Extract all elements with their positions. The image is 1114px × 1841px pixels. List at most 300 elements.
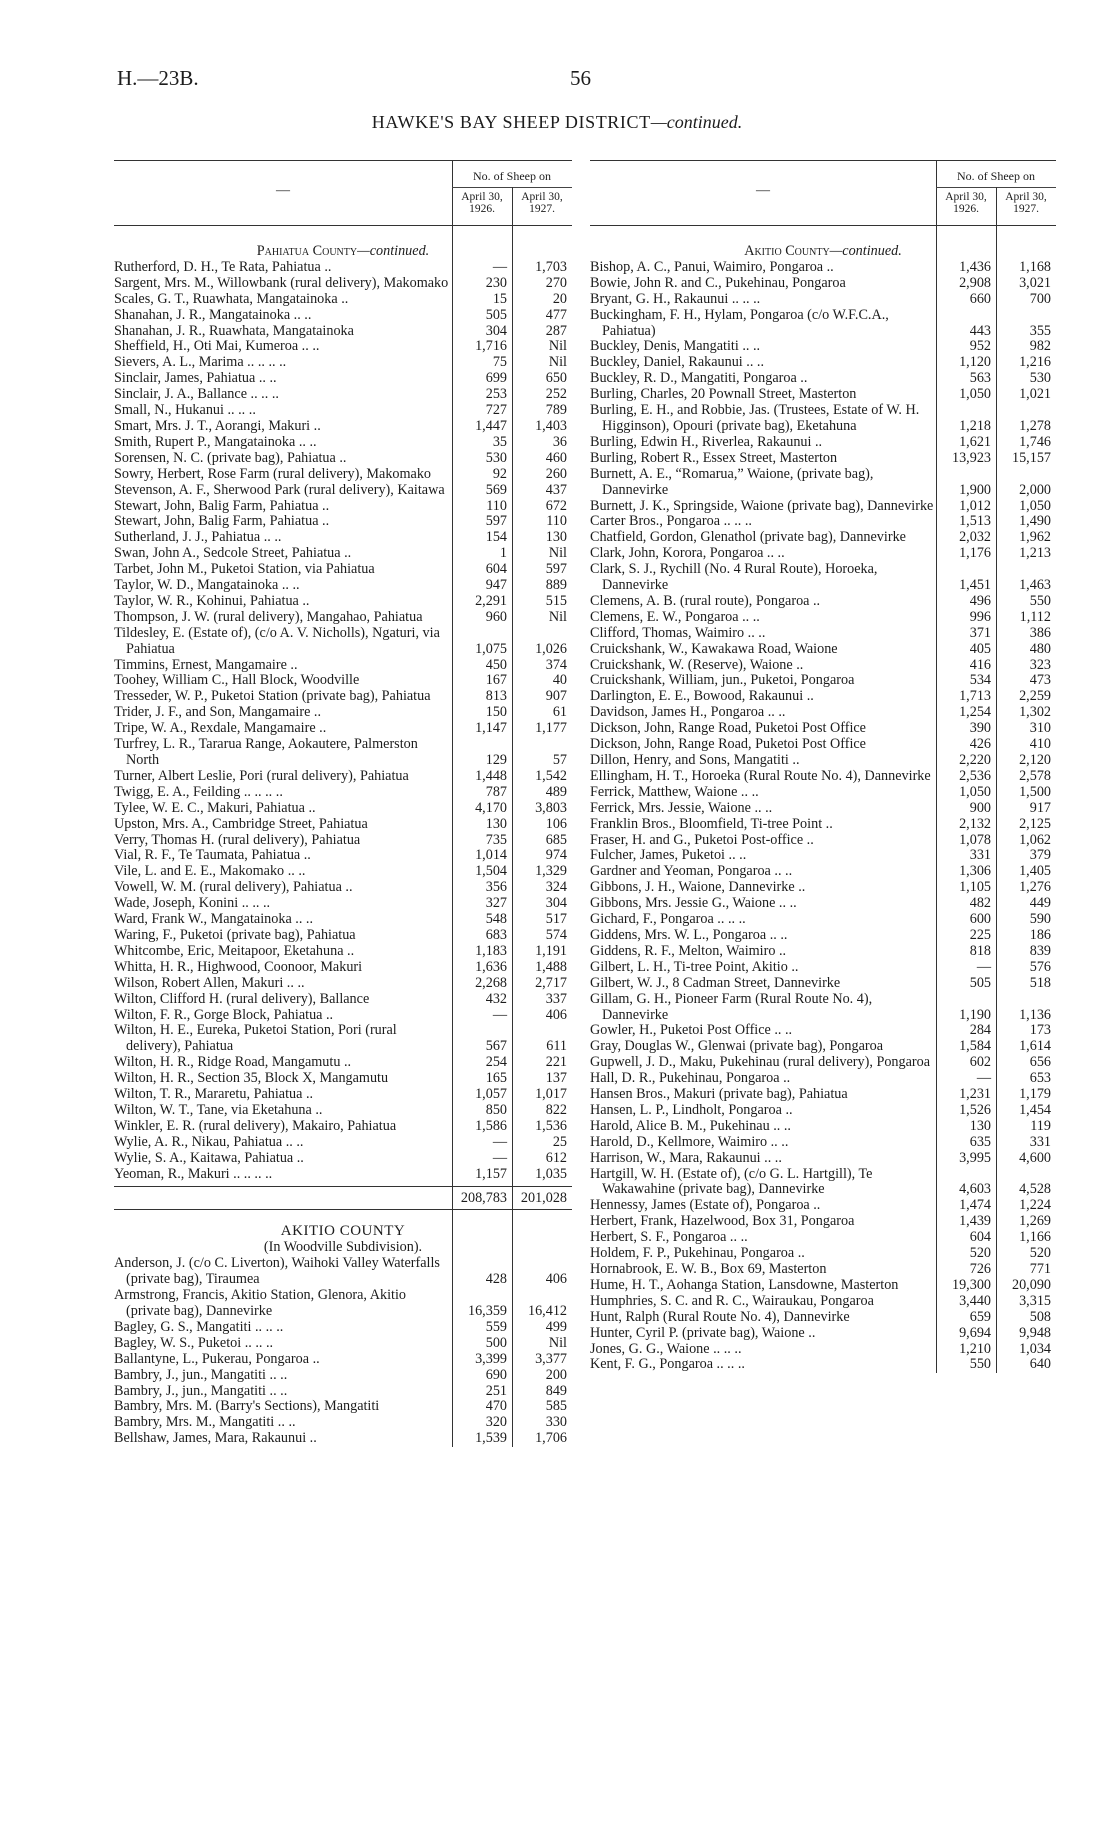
table-row [590, 1278, 1056, 1294]
owner-name: Tripe, W. A., Rexdale, Mangamaire .. [114, 721, 327, 737]
owner-name: Wylie, A. R., Nikau, Pahiatua .. .. [114, 1134, 304, 1150]
table-row [114, 896, 572, 912]
sheep-1926: 659 [969, 1308, 991, 1325]
sheep-1926: 253 [485, 386, 507, 403]
sheep-1926: 3,399 [475, 1350, 507, 1367]
table-row [590, 339, 1056, 355]
owner-name: Fraser, H. and G., Puketoi Post-office .. [590, 832, 814, 848]
sheep-1926: 450 [485, 656, 507, 673]
table-row [114, 514, 572, 530]
column-rule [512, 226, 513, 1447]
table-row [114, 467, 572, 483]
sheep-1926: 900 [969, 799, 991, 816]
table-row [114, 324, 572, 340]
sheep-1926: 1,120 [959, 354, 991, 371]
table-row [590, 530, 1056, 546]
sheep-1926: 251 [485, 1382, 507, 1399]
sheep-1927: 3,021 [1019, 274, 1051, 291]
owner-name: Whitta, H. R., Highwood, Coonoor, Makuri [114, 959, 363, 975]
table-row [590, 721, 1056, 737]
table-row [590, 1135, 1056, 1151]
sheep-1926: 1,439 [959, 1213, 991, 1230]
sheep-1927: 287 [545, 322, 567, 339]
table-row [590, 1055, 1056, 1071]
section-heading-pahiatua [114, 244, 572, 260]
sheep-1927: 460 [545, 449, 567, 466]
table-row [590, 435, 1056, 451]
table-row [590, 451, 1056, 467]
table-row [590, 928, 1056, 944]
table-row [114, 1431, 572, 1447]
sheep-1927: 2,000 [1019, 481, 1051, 498]
table-row [114, 1119, 572, 1135]
sheep-1926: 426 [969, 736, 991, 753]
sheep-1927: 252 [545, 386, 567, 403]
sheep-1926: 1,176 [959, 545, 991, 562]
sheep-1926: 2,132 [959, 815, 991, 832]
document-code: H.—23B. [117, 66, 199, 90]
right-table-body [590, 226, 1056, 1373]
table-row [114, 1384, 572, 1400]
owner-name: Verry, Thomas H. (rural delivery), Pahiatua [114, 832, 361, 848]
sheep-1926: 1,075 [475, 640, 507, 657]
sheep-1926: 1,105 [959, 879, 991, 896]
sheep-1926: 699 [485, 370, 507, 387]
section-heading-akitio: AKITIO COUNTY [280, 1223, 406, 1240]
sheep-1927: 771 [1029, 1261, 1051, 1277]
table-row [590, 1039, 1056, 1055]
sheep-1927: 3,315 [1019, 1292, 1051, 1309]
table-row [590, 1342, 1056, 1358]
owner-name: Winkler, E. R. (rural delivery), Makairo, Pahiatua [114, 1118, 397, 1134]
sheep-1926: — [492, 258, 507, 275]
sheep-1926: 1,147 [475, 720, 507, 737]
sheep-1927: 410 [1029, 736, 1051, 753]
sheep-1927: 1,746 [1019, 433, 1051, 450]
owner-name: Giddens, Mrs. W. L., Pongaroa .. .. [590, 927, 788, 943]
owner-name: Buckley, R. D., Mangatiti, Pongaroa .. [590, 371, 808, 387]
table-row [590, 737, 1056, 753]
table-row [114, 1399, 572, 1415]
owner-name: Bagley, G. S., Mangatiti .. .. .. [114, 1319, 284, 1335]
table-row [114, 276, 572, 292]
owner-name: Wilton, W. T., Tane, via Eketahuna .. [114, 1102, 323, 1118]
sheep-1926: 2,268 [475, 974, 507, 991]
sheep-1927: 16,412 [527, 1303, 567, 1319]
table-row [114, 817, 572, 833]
owner-name: Hornabrook, E. W. B., Box 69, Masterton [590, 1262, 827, 1277]
sheep-1927: 260 [545, 465, 567, 482]
owner-name: Gilbert, W. J., 8 Cadman Street, Dannevirke [590, 975, 841, 991]
sheep-1927: 650 [545, 370, 567, 387]
table-row [114, 626, 572, 658]
owner-name: Upston, Mrs. A., Cambridge Street, Pahiatua [114, 816, 368, 832]
sheep-1926: 996 [969, 608, 991, 625]
table-row [590, 1071, 1056, 1087]
sheep-1927: 119 [1030, 1117, 1051, 1134]
table-row [114, 339, 572, 355]
owner-name: Cruickshank, William, jun., Puketoi, Pongaroa [590, 673, 855, 689]
table-row [114, 1103, 572, 1119]
sheep-1926: 405 [969, 640, 991, 657]
table-row [114, 944, 572, 960]
owner-name: Hall, D. R., Pukehinau, Pongaroa .. [590, 1071, 791, 1087]
sheep-1927: 1,488 [535, 958, 567, 975]
sheep-1926: 1,218 [959, 417, 991, 434]
column-rule [996, 226, 997, 1373]
sheep-1926: 1,014 [475, 847, 507, 864]
table-row [590, 705, 1056, 721]
owner-name: Herbert, Frank, Hazelwood, Box 31, Pongaroa [590, 1214, 855, 1230]
sheep-1926: 597 [485, 513, 507, 530]
sheep-1926: 129 [485, 752, 507, 768]
sheep-1927: Nil [548, 338, 567, 355]
title-main: HAWKE'S BAY SHEEP DISTRICT [371, 112, 651, 132]
sheep-1927: 839 [1029, 942, 1051, 959]
total-1926: 208,783 [452, 1187, 512, 1209]
table-row [590, 880, 1056, 896]
owner-name: Gillam, G. H., Pioneer Farm (Rural Route No. 4), Dannevirke [590, 991, 873, 1023]
sheep-1927: 310 [1029, 720, 1051, 737]
owner-name: Gupwell, J. D., Maku, Pukehinau (rural delivery), Pongaroa [590, 1055, 931, 1071]
sheep-1927: 379 [1029, 847, 1051, 864]
table-row [590, 992, 1056, 1024]
table-row [590, 769, 1056, 785]
table-row [590, 467, 1056, 499]
header-col-1926: April 30, 1926. [461, 191, 503, 215]
sheep-1927: 337 [545, 990, 567, 1007]
owner-name: Gibbons, J. H., Waione, Dannevirke .. [590, 880, 806, 896]
owner-name: Hartgill, W. H. (Estate of), (c/o G. L. Hartgill), Te Wakawahine (private bag), Dannevirke [590, 1166, 873, 1198]
owner-name: Timmins, Ernest, Mangamaire .. [114, 657, 298, 673]
table-row [590, 276, 1056, 292]
owner-name: Vial, R. F., Te Taumata, Pahiatua .. [114, 848, 311, 864]
sheep-1926: 428 [485, 1271, 507, 1288]
header-col-1927: April 30, 1927. [1005, 191, 1047, 215]
sheep-1926: 1,451 [959, 577, 991, 594]
table-row [114, 1167, 572, 1183]
sheep-1927: 110 [546, 513, 567, 530]
owner-name: Stewart, John, Balig Farm, Pahiatua .. [114, 514, 330, 530]
table-row [114, 1008, 572, 1024]
table-row [114, 594, 572, 610]
owner-name: Bambry, Mrs. M., Mangatiti .. .. [114, 1415, 296, 1431]
table-row [114, 833, 572, 849]
sheep-1926: 1 [499, 545, 507, 562]
sheep-1927: 386 [1029, 624, 1051, 641]
table-row [590, 960, 1056, 976]
sheep-1927: 473 [1029, 672, 1051, 689]
table-row [114, 610, 572, 626]
page-number: 56 [570, 66, 591, 90]
sheep-1927: 685 [545, 831, 567, 848]
owner-name: Gilbert, L. H., Ti-tree Point, Akitio .. [590, 959, 799, 975]
table-row [590, 371, 1056, 387]
table-row [114, 785, 572, 801]
sheep-1927: 550 [1029, 592, 1051, 609]
sheep-1927: 1,017 [535, 1086, 567, 1103]
sheep-1927: 1,191 [535, 942, 567, 959]
table-row [590, 1326, 1056, 1342]
sheep-1927: 3,377 [535, 1350, 567, 1367]
table-row [114, 673, 572, 689]
sheep-1926: 947 [485, 577, 507, 594]
sheep-1927: 1,179 [1019, 1086, 1051, 1103]
table-row [114, 530, 572, 546]
sheep-1927: 917 [1029, 799, 1051, 816]
owner-name: Clark, John, Korora, Pongaroa .. .. [590, 546, 785, 562]
sheep-1926: 416 [969, 656, 991, 673]
sheep-1927: 1,403 [535, 417, 567, 434]
owner-name: Turner, Albert Leslie, Pori (rural delivery), Pahiatua [114, 768, 409, 784]
table-row [114, 992, 572, 1008]
owner-name: Hansen, L. P., Lindholt, Pongaroa .. [590, 1102, 793, 1118]
sheep-1927: 9,948 [1019, 1324, 1051, 1341]
table-row [114, 499, 572, 515]
section-heading-akitio-cont [590, 244, 1056, 260]
sheep-1926: 1,716 [475, 338, 507, 355]
table-row [590, 785, 1056, 801]
sheep-1927: 406 [545, 1271, 567, 1288]
column-rule [452, 226, 453, 1447]
owner-name: Gichard, F., Pongaroa .. .. .. [590, 912, 746, 928]
sheep-1926: 550 [969, 1356, 991, 1373]
sheep-1927: 518 [1029, 974, 1051, 991]
table-row [114, 658, 572, 674]
akitio-rows [114, 1256, 572, 1447]
table-row [590, 848, 1056, 864]
sheep-1926: 356 [485, 879, 507, 896]
table-row [590, 896, 1056, 912]
right-rows [590, 260, 1056, 1373]
header-group-label: No. of Sheep on [473, 169, 551, 183]
sheep-1926: 482 [969, 895, 991, 912]
sheep-1926: 304 [485, 322, 507, 339]
sheep-1926: 683 [485, 926, 507, 943]
sheep-1926: 154 [485, 529, 507, 546]
section-title: Akitio County [744, 243, 830, 259]
owner-name: Harrison, W., Mara, Rakaunui .. .. [590, 1150, 782, 1166]
owner-name: Sheffield, H., Oti Mai, Kumeroa .. .. [114, 339, 320, 355]
sheep-1927: 656 [1029, 1054, 1051, 1071]
sheep-1927: 173 [1029, 1022, 1051, 1039]
owner-name: Gardner and Yeoman, Pongaroa .. .. [590, 864, 793, 880]
table-row [114, 737, 572, 769]
sheep-1926: 16,359 [467, 1303, 507, 1319]
sheep-1927: Nil [548, 545, 567, 562]
sheep-1926: 1,231 [959, 1086, 991, 1103]
table-row [590, 1167, 1056, 1199]
sheep-1926: 165 [485, 1070, 507, 1087]
sheep-1926: 1,474 [959, 1197, 991, 1214]
sheep-1927: 590 [1029, 911, 1051, 928]
sheep-1927: 822 [545, 1101, 567, 1118]
table-row [114, 419, 572, 435]
sheep-1927: 1,050 [1019, 497, 1051, 514]
owner-name: Harold, D., Kellmore, Waimiro .. .. [590, 1134, 789, 1150]
owner-name: Harold, Alice B. M., Pukehinau .. .. [590, 1118, 791, 1134]
owner-name: Shanahan, J. R., Mangatainoka .. .. [114, 307, 312, 323]
sheep-1926: 505 [485, 306, 507, 323]
sheep-1926: 9,694 [959, 1324, 991, 1341]
sheep-1927: 4,600 [1019, 1149, 1051, 1166]
owner-name: Smith, Rupert P., Mangatainoka .. .. [114, 434, 317, 450]
owner-name: Fulcher, James, Puketoi .. .. [590, 848, 747, 864]
sheep-1926: 1,306 [959, 863, 991, 880]
sheep-1927: 576 [1029, 958, 1051, 975]
owner-name: Shanahan, J. R., Ruawhata, Mangatainoka [114, 323, 354, 339]
table-row [114, 1055, 572, 1071]
table-row [590, 817, 1056, 833]
owner-name: Tarbet, John M., Puketoi Station, via Pahiatua [114, 562, 375, 578]
sheep-1927: 515 [545, 592, 567, 609]
owner-name: Wilton, Clifford H. (rural delivery), Ballance [114, 991, 370, 1007]
totals-row [114, 1186, 572, 1210]
table-row [590, 642, 1056, 658]
sheep-1927: 1,706 [535, 1430, 567, 1447]
section-subtitle-akitio: (In Woodville Subdivision). [263, 1239, 423, 1256]
table-row [590, 1103, 1056, 1119]
table-row [114, 848, 572, 864]
sheep-1927: Nil [548, 1334, 567, 1351]
sheep-1927: 1,454 [1019, 1101, 1051, 1118]
sheep-1926: 19,300 [951, 1276, 991, 1293]
table-row [114, 801, 572, 817]
sheep-1926: 331 [969, 847, 991, 864]
sheep-1927: 574 [545, 926, 567, 943]
sheep-1926: 75 [492, 354, 507, 371]
owner-name: Wade, Joseph, Konini .. .. .. [114, 896, 271, 912]
sheep-1926: 1,157 [475, 1165, 507, 1182]
sheep-1927: 406 [545, 1006, 567, 1023]
sheep-1926: 1,012 [959, 497, 991, 514]
owner-name: Hennessy, James (Estate of), Pongaroa .. [590, 1198, 821, 1214]
owner-name: Sorensen, N. C. (private bag), Pahiatua .. [114, 450, 347, 466]
owner-name: Thompson, J. W. (rural delivery), Mangahao, Pahiatua [114, 609, 423, 625]
owner-name: Stevenson, A. F., Sherwood Park (rural delivery), Kaitawa [114, 482, 445, 498]
owner-name: Sinclair, James, Pahiatua .. .. [114, 371, 277, 387]
sheep-1927: 1,463 [1019, 577, 1051, 594]
table-row [590, 610, 1056, 626]
sheep-1926: 1,050 [959, 783, 991, 800]
table-row [590, 833, 1056, 849]
sheep-1927: 1,136 [1019, 1006, 1051, 1023]
spacer [114, 1210, 572, 1224]
sheep-1926: 432 [485, 990, 507, 1007]
owner-name: Small, N., Hukanui .. .. .. [114, 403, 256, 419]
sheep-1926: 548 [485, 911, 507, 928]
owner-name: Wilson, Robert Allen, Makuri .. .. [114, 975, 305, 991]
sheep-1926: 470 [485, 1398, 507, 1415]
owner-name: Clemens, A. B. (rural route), Pongaroa .. [590, 593, 821, 609]
table-row [590, 912, 1056, 928]
table-row [114, 562, 572, 578]
table-row [590, 292, 1056, 308]
sheep-1927: 1,542 [535, 767, 567, 784]
table-row [590, 944, 1056, 960]
owner-name: Yeoman, R., Makuri .. .. .. .. [114, 1166, 273, 1182]
owner-name: Chatfield, Gordon, Glenathol (private bag), Dannevirke [590, 530, 906, 546]
owner-name: Waring, F., Puketoi (private bag), Pahiatua [114, 927, 356, 943]
sheep-1926: 569 [485, 481, 507, 498]
sheep-1927: 331 [1029, 1133, 1051, 1150]
table-row [590, 403, 1056, 435]
sheep-1926: 726 [969, 1261, 991, 1277]
sheep-1926: 130 [485, 815, 507, 832]
owner-name: Sargent, Mrs. M., Willowbank (rural delivery), Makomako [114, 275, 449, 291]
left-table-body [114, 226, 572, 1447]
sheep-1927: 186 [1029, 926, 1051, 943]
sheep-1927: 700 [1029, 290, 1051, 307]
table-row [590, 1087, 1056, 1103]
sheep-1927: 106 [545, 815, 567, 832]
sheep-1927: 1,536 [535, 1117, 567, 1134]
owner-name: Hansen Bros., Makuri (private bag), Pahiatua [590, 1087, 848, 1103]
sheep-1926: 1,539 [475, 1430, 507, 1447]
sheep-1926: — [492, 1006, 507, 1023]
sheep-1926: 952 [969, 338, 991, 355]
sheep-1927: 57 [552, 752, 567, 768]
sheep-1927: 1,035 [535, 1165, 567, 1182]
sheep-1926: 1,190 [959, 1006, 991, 1023]
owner-name: Carter Bros., Pongaroa .. .. .. [590, 514, 752, 530]
sheep-1926: 1,713 [959, 688, 991, 705]
sheep-1926: 690 [485, 1366, 507, 1383]
section-continued: —continued. [357, 243, 430, 259]
table-row [114, 1320, 572, 1336]
owner-name: Ferrick, Matthew, Waione .. .. [590, 784, 759, 800]
sheep-1927: 1,112 [1019, 608, 1051, 625]
owner-name: Buckley, Denis, Mangatiti .. .. [590, 339, 761, 355]
table-row [114, 960, 572, 976]
sheep-1927: 1,269 [1019, 1213, 1051, 1230]
table-row [590, 1262, 1056, 1278]
sheep-1927: 982 [1029, 338, 1051, 355]
table-row [590, 1294, 1056, 1310]
owner-name: Hume, H. T., Aohanga Station, Lansdowne, Masterton [590, 1277, 899, 1293]
owner-name: Wylie, S. A., Kaitawa, Pahiatua .. [114, 1150, 304, 1166]
owner-name: Trider, J. F., and Son, Mangamaire .. [114, 705, 322, 721]
sheep-1927: 640 [1029, 1356, 1051, 1373]
sheep-1927: 1,026 [535, 640, 567, 657]
sheep-1927: 2,578 [1019, 767, 1051, 784]
sheep-1927: 508 [1029, 1308, 1051, 1325]
sheep-1927: 61 [552, 704, 567, 721]
owner-name: Wilton, H. E., Eureka, Puketoi Station, Pori (rural delivery), Pahiatua [114, 1023, 397, 1055]
sheep-1927: 849 [545, 1382, 567, 1399]
sheep-1927: 40 [552, 672, 567, 689]
owner-name: Tylee, W. E. C., Makuri, Pahiatua .. [114, 800, 316, 816]
owner-name: Buckley, Daniel, Rakaunui .. .. [590, 355, 765, 371]
table-row [114, 976, 572, 992]
sheep-1926: 371 [969, 624, 991, 641]
owner-name: Burling, E. H., and Robbie, Jas. (Trustees, Estate of W. H. Higginson), Opouri (private bag), Eketahuna [590, 403, 920, 434]
sheep-1927: 330 [545, 1414, 567, 1431]
owner-name: Burnett, A. E., “Romarua,” Waione, (private bag), Dannevirke [590, 466, 874, 498]
sheep-1926: 530 [485, 449, 507, 466]
table-row [590, 689, 1056, 705]
sheep-1926: 559 [485, 1318, 507, 1335]
sheep-1927: 1,021 [1019, 386, 1051, 403]
owner-name: Jones, G. G., Waione .. .. .. [590, 1341, 742, 1357]
owner-name: Ellingham, H. T., Horoeka (Rural Route No. 4), Dannevirke [590, 768, 931, 784]
sheep-1927: 324 [545, 879, 567, 896]
table-row [114, 705, 572, 721]
table-row [590, 308, 1056, 340]
section-continued: —continued. [829, 243, 902, 259]
sheep-1926: 660 [969, 290, 991, 307]
sheep-1927: 1,166 [1019, 1229, 1051, 1246]
